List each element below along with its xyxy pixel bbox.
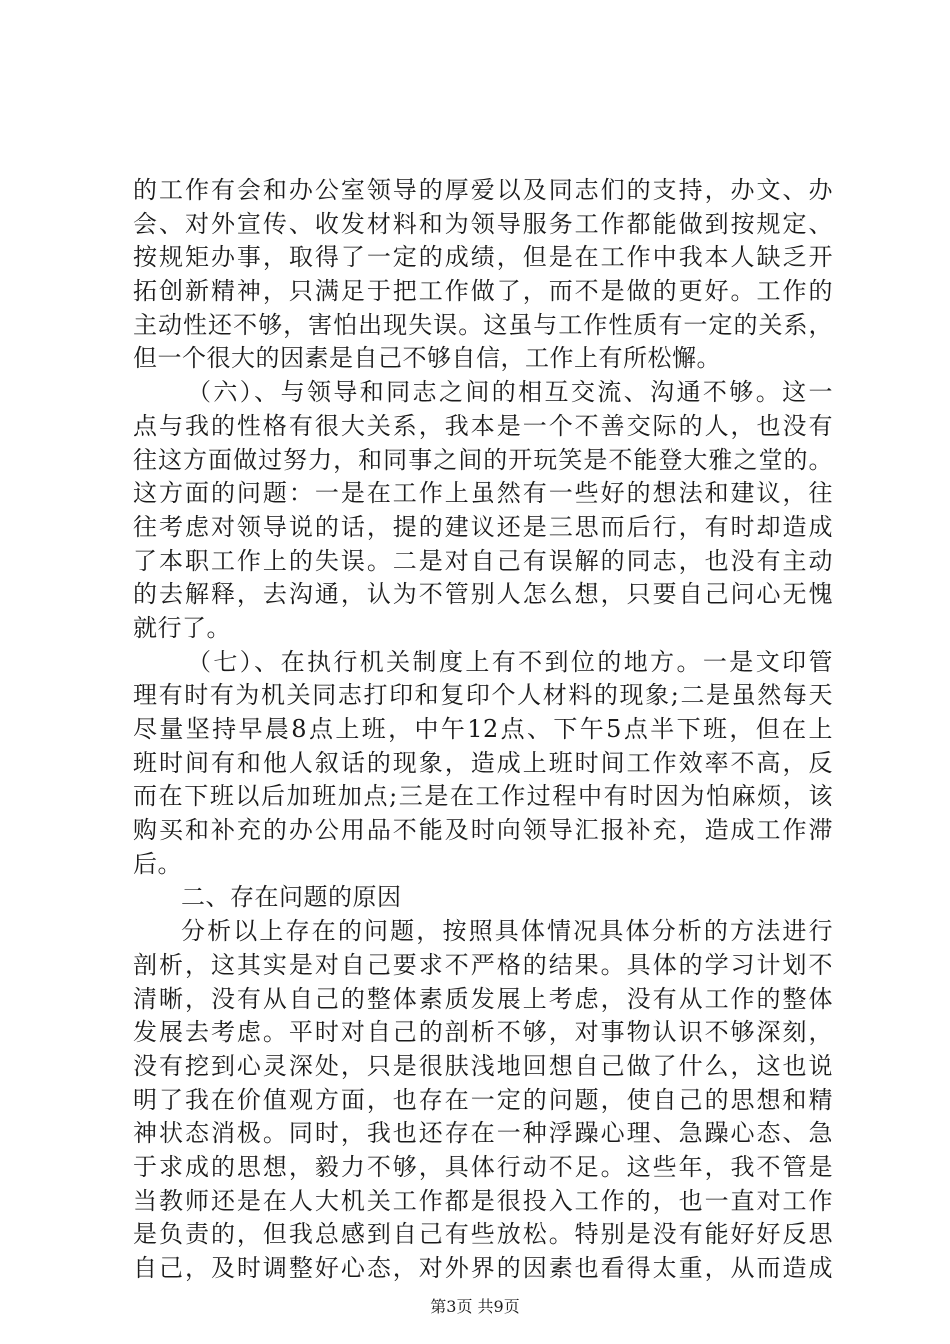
text-line: 尽量坚持早晨8点上班，中午12点、下午5点半下班，但在上 [133,715,833,743]
paragraph-start-analysis: 分析以上存在的问题，按照具体情况具体分析的方法进行 [181,917,833,946]
paragraph-start-seven: （七）、在执行机关制度上有不到位的地方。一是文印管 [187,647,833,676]
text-line: 的去解释，去沟通，认为不管别人怎么想，只要自己问心无愧 [133,580,833,609]
document-body [133,174,833,1286]
text-line: 点与我的性格有很大关系，我本是一个不善交际的人，也没有 [133,411,833,440]
text-line: 而在下班以后加班加点;三是在工作过程中有时因为怕麻烦，该 [133,782,833,811]
text-line: 往这方面做过努力，和同事之间的开玩笑是不能登大雅之堂的。 [133,445,833,474]
section-heading: 二、存在问题的原因 [181,883,402,912]
text-line: 剖析，这其实是对自己要求不严格的结果。具体的学习计划不 [133,950,833,979]
text-line: 这方面的问题：一是在工作上虽然有一些好的想法和建议，往 [133,479,833,508]
page-number-footer: 第3页 共9页 [430,1297,520,1316]
text-line: 购买和补充的办公用品不能及时向领导汇报补充，造成工作滞 [133,816,833,845]
text-line: 明了我在价值观方面，也存在一定的问题，使自己的思想和精 [133,1085,833,1114]
text-line: 往考虑对领导说的话，提的建议还是三思而后行，有时却造成 [133,512,833,541]
text-line: 是负责的，但我总感到自己有些放松。特别是没有能好好反思 [133,1220,833,1249]
text-line: 理有时有为机关同志打印和复印个人材料的现象;二是虽然每天 [133,681,833,710]
text-line: 当教师还是在人大机关工作都是很投入工作的，也一直对工作 [133,1186,833,1215]
text-line: 拓创新精神，只满足于把工作做了，而不是做的更好。工作的 [133,277,833,306]
text-line: 主动性还不够，害怕出现失误。这虽与工作性质有一定的关系， [133,310,833,339]
text-line: 自己，及时调整好心态，对外界的因素也看得太重，从而造成 [133,1254,833,1282]
text-line: 于求成的思想，毅力不够，具体行动不足。这些年，我不管是 [133,1152,833,1181]
text-line: 后。 [133,849,182,878]
text-line: 发展去考虑。平时对自己的剖析不够，对事物认识不够深刻， [133,1018,833,1047]
text-line: 按规矩办事，取得了一定的成绩，但是在工作中我本人缺乏开 [133,243,833,272]
text-line: 清晰，没有从自己的整体素质发展上考虑，没有从工作的整体 [133,984,833,1013]
text-line: 神状态消极。同时，我也还存在一种浮躁心理、急躁心态、急 [133,1119,833,1148]
paragraph-start-six: （六）、与领导和同志之间的相互交流、沟通不够。这一 [187,378,833,407]
text-line: 的工作有会和办公室领导的厚爱以及同志们的支持，办文、办 [133,176,833,204]
text-line: 没有挖到心灵深处，只是很肤浅地回想自己做了什么，这也说 [133,1051,833,1080]
text-line: 但一个很大的因素是自己不够自信，工作上有所松懈。 [133,344,721,373]
text-line: 就行了。 [133,613,231,642]
text-line: 会、对外宣传、收发材料和为领导服务工作都能做到按规定、 [133,209,833,238]
text-line: 了本职工作上的失误。二是对自己有误解的同志，也没有主动 [133,546,833,575]
text-line: 班时间有和他人叙话的现象，造成上班时间工作效率不高，反 [133,748,833,777]
